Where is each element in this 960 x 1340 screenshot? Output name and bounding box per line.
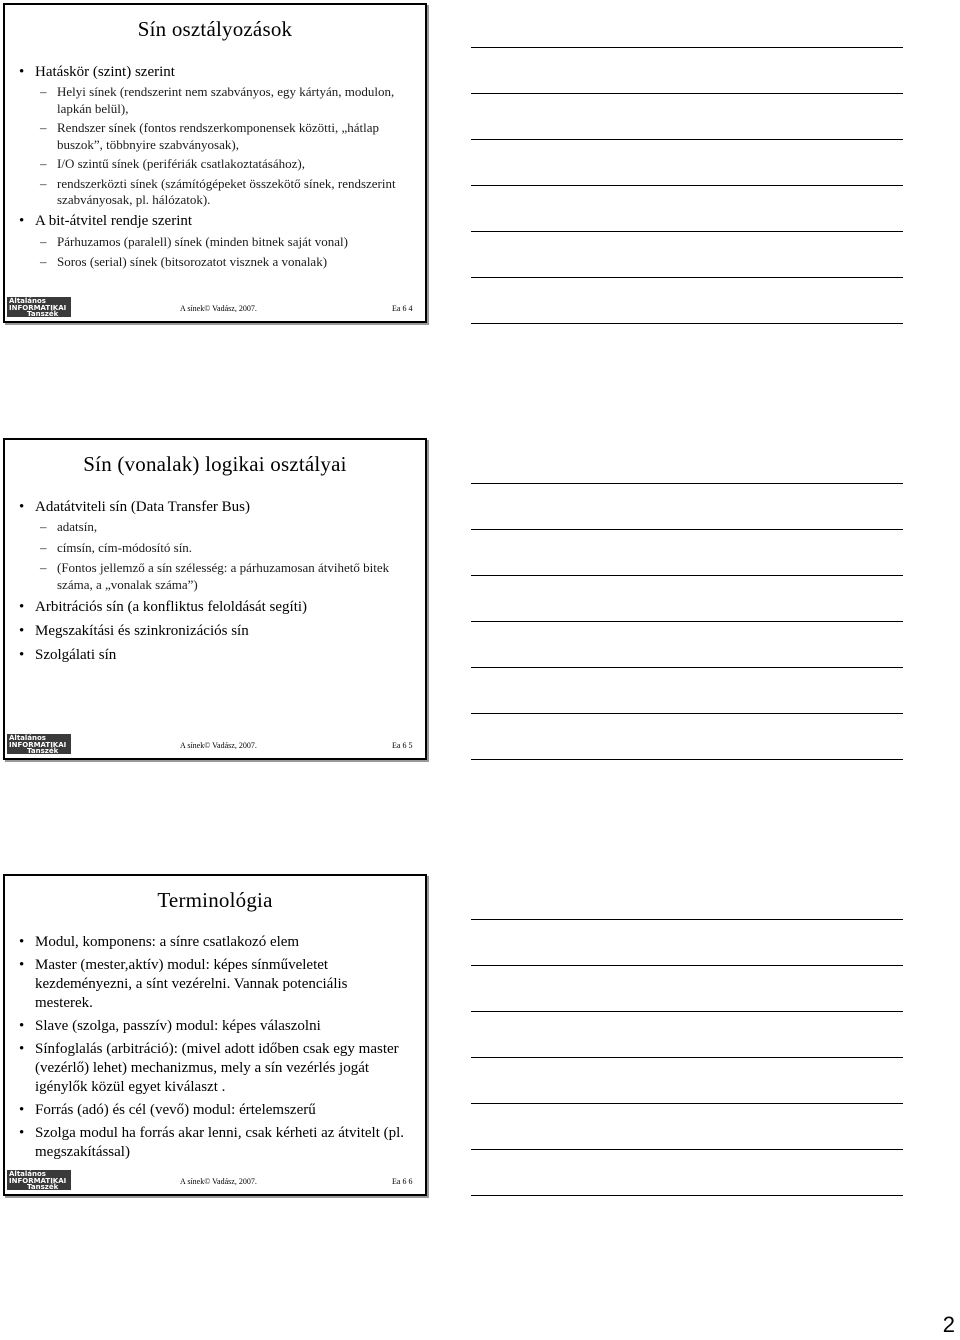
note-line (471, 621, 903, 622)
department-logo: Általános INFORMATIKAI Tanszék (7, 297, 71, 317)
page-number: 2 (942, 1312, 955, 1337)
sub-bullet: – Rendszer sínek (fontos rendszerkomponensek közötti, „hátlap buszok”, többnyire szabványosak), (5, 120, 425, 153)
slide-title: Terminológia (157, 888, 273, 912)
bullet: • A bit-átvitel rendje szerint (5, 212, 425, 231)
bullet: • Megszakítási és szinkronizációs sín (5, 622, 425, 641)
note-line (471, 185, 903, 186)
note-line (471, 529, 903, 530)
sub-bullet: – Soros (serial) sínek (bitsorozatot visznek a vonalak) (5, 254, 425, 271)
note-line (471, 1103, 903, 1104)
footer-copyright: A sínek© Vadász, 2007. (180, 741, 257, 750)
slide-2 (3, 438, 427, 760)
footer-copyright: A sínek© Vadász, 2007. (180, 1177, 257, 1186)
bullet: • Forrás (adó) és cél (vevő) modul: értelemszerű (5, 1101, 425, 1120)
slide-bullets (5, 63, 425, 271)
note-line (471, 139, 903, 140)
note-line (471, 713, 903, 714)
sub-bullet: – címsín, cím-módosító sín. (5, 540, 425, 557)
slide-3 (3, 874, 427, 1196)
bullet: • Arbitrációs sín (a konfliktus feloldását segíti) (5, 598, 425, 617)
sub-bullet: – adatsín, (5, 519, 425, 536)
bullet: • Hatáskör (szint) szerint (5, 63, 425, 82)
footer-slide-number: Ea 6 5 (392, 741, 413, 750)
slide-footer (5, 295, 425, 317)
note-line (471, 93, 903, 94)
bullet: • Slave (szolga, passzív) modul: képes válaszolni (5, 1017, 425, 1036)
sub-bullet: – (Fontos jellemző a sín szélesség: a párhuzamosan átvihető bitek száma, a „vonalak száma”) (5, 560, 425, 593)
bullet: • Szolga modul ha forrás akar lenni, csak kérheti az átvitelt (pl. megszakítással) (5, 1124, 425, 1162)
note-line (471, 47, 903, 48)
bullet: • Master (mester,aktív) modul: képes sínműveletet kezdeményezni, a sínt vezérelni. Vannak potenciális mesterek. (5, 956, 425, 1013)
note-line (471, 965, 903, 966)
sub-bullet: – I/O szintű sínek (perifériák csatlakoztatásához), (5, 156, 425, 173)
note-line (471, 483, 903, 484)
slide-footer (5, 732, 425, 754)
slide-title: Sín osztályozások (137, 17, 293, 41)
slide-bullets (5, 498, 425, 665)
note-line (471, 1057, 903, 1058)
sub-bullet: – Helyi sínek (rendszerint nem szabványos, egy kártyán, modulon, lapkán belül), (5, 84, 425, 117)
note-line (471, 231, 903, 232)
note-line (471, 575, 903, 576)
footer-slide-number: Ea 6 4 (392, 304, 413, 313)
department-logo: Általános INFORMATIKAI Tanszék (7, 1170, 71, 1190)
slide-bullets (5, 933, 425, 1162)
slide-footer (5, 1168, 425, 1190)
footer-slide-number: Ea 6 6 (392, 1177, 413, 1186)
sub-bullet: – Párhuzamos (paralell) sínek (minden bitnek saját vonal) (5, 234, 425, 251)
note-line (471, 919, 903, 920)
slide-title: Sín (vonalak) logikai osztályai (83, 452, 347, 476)
note-line (471, 1011, 903, 1012)
bullet: • Sínfoglalás (arbitráció): (mivel adott időben csak egy master (vezérlő) lehet) mechanizmus, mely a sín vezérlés jogát igénylők közül egyet kiválaszt . (5, 1040, 425, 1097)
bullet: • Adatátviteli sín (Data Transfer Bus) (5, 498, 425, 517)
sub-bullet: – rendszerközti sínek (számítógépeket összekötő sínek, rendszerint szabványosak, pl. hálózatok). (5, 176, 425, 209)
note-line (471, 667, 903, 668)
footer-copyright: A sínek© Vadász, 2007. (180, 304, 257, 313)
note-line (471, 277, 903, 278)
slide-1 (3, 3, 427, 323)
bullet: • Modul, komponens: a sínre csatlakozó elem (5, 933, 425, 952)
bullet: • Szolgálati sín (5, 646, 425, 665)
note-line (471, 323, 903, 324)
note-line (471, 1195, 903, 1196)
note-line (471, 759, 903, 760)
note-line (471, 1149, 903, 1150)
department-logo: Általános INFORMATIKAI Tanszék (7, 734, 71, 754)
